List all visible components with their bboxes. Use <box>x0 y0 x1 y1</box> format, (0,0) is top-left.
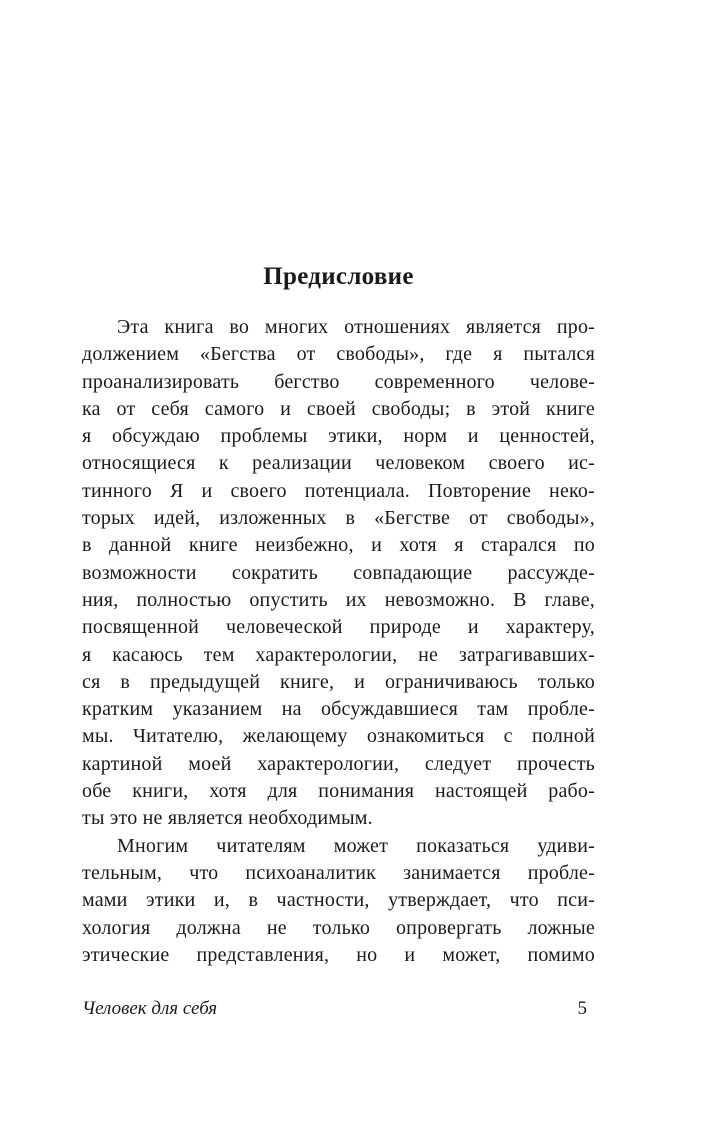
text-line: этические представления, но и может, помимо <box>82 943 595 966</box>
text-line: ния, полностью опустить их невозможно. В главе, <box>82 588 595 611</box>
text-line: возможности сократить совпадающие рассужде- <box>82 561 595 584</box>
paragraph <box>82 833 595 969</box>
text-line: Многим читателям может показаться удиви- <box>117 834 595 857</box>
running-title: Человек для себя <box>82 998 218 1019</box>
paragraph <box>82 314 595 833</box>
text-line: картиной моей характерологии, следует прочесть <box>82 752 595 775</box>
text-line: тинного Я и своего потенциала. Повторение неко- <box>82 479 595 502</box>
text-line: в данной книге неизбежно, и хотя я старался по <box>82 534 595 557</box>
text-line: хология должна не только опровергать ложные <box>82 916 595 939</box>
text-line: мы. Читателю, желающему ознакомиться с полной <box>82 725 595 748</box>
text-line: ся в предыдущей книге, и ограничиваюсь только <box>82 670 595 693</box>
text-line: посвященной человеческой природе и характеру, <box>82 616 595 639</box>
text-line: обе книги, хотя для понимания настоящей рабо- <box>82 780 595 803</box>
text-line: я обсуждаю проблемы этики, норм и ценностей, <box>82 425 595 448</box>
body-text <box>82 314 595 969</box>
text-line: ка от себя самого и своей свободы; в этой книге <box>82 397 595 420</box>
text-line: торых идей, изложенных в «Бегстве от свободы», <box>82 507 595 530</box>
text-line: ты это не является необходимым. <box>82 807 373 830</box>
text-line: тельным, что психоаналитик занимается пробле- <box>82 861 595 884</box>
text-line: мами этики и, в частности, утверждает, что пси- <box>82 889 595 912</box>
page-footer <box>82 998 595 1020</box>
text-line: я касаюсь тем характерологии, не затрагивавших- <box>82 643 595 666</box>
text-line: относящиеся к реализации человеком своего ис- <box>82 452 595 475</box>
text-line: должением «Бегства от свободы», где я пытался <box>82 343 595 366</box>
text-line: Эта книга во многих отношениях является про- <box>117 316 595 338</box>
text-line: кратким указанием на обсуждавшиеся там пробле- <box>82 698 595 721</box>
chapter-title: Предисловие <box>263 263 414 290</box>
text-line: проанализировать бегство современного челове- <box>82 370 595 393</box>
page-number: 5 <box>577 998 587 1019</box>
